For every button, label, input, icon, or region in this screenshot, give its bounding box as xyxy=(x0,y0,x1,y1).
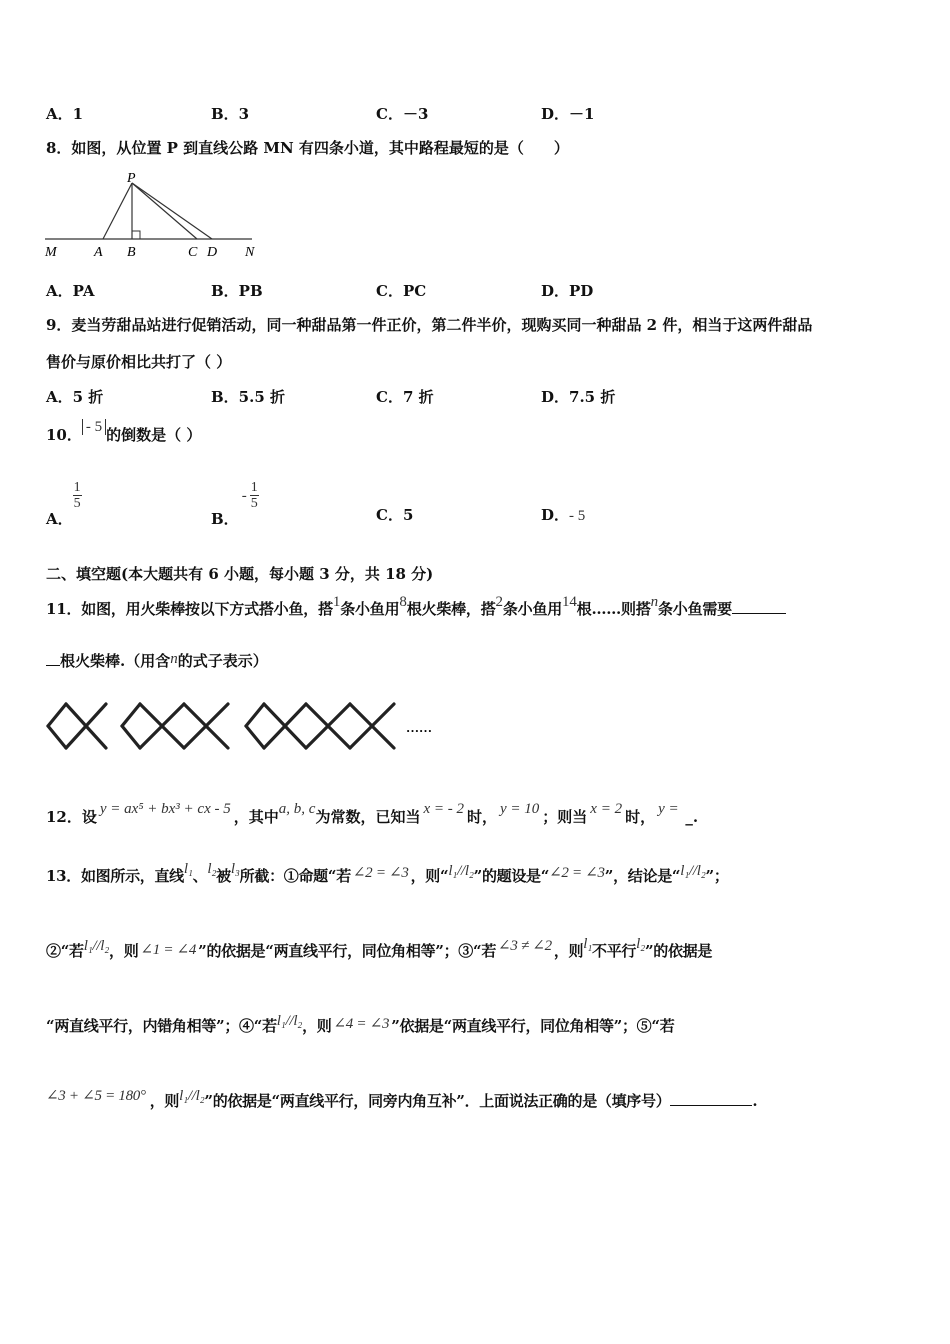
q13-text: ”的题设是“ xyxy=(473,867,550,885)
q12-formula: y = ax⁵ + bx³ + cx - 5 xyxy=(99,801,231,817)
q11-answer-blank-cont[interactable] xyxy=(46,665,60,666)
q13-text: 、 xyxy=(192,867,208,885)
q13-line2 xyxy=(46,936,713,961)
q12-answer-blank[interactable]: _. xyxy=(685,808,699,826)
q10-option-b-fraction xyxy=(250,480,259,511)
q13-text: ”； xyxy=(705,867,729,885)
q7-option-b: B．3 xyxy=(211,105,250,123)
q11-text: 根火柴棒，搭 xyxy=(406,600,496,618)
q13-math: ∠2 = ∠3 xyxy=(549,865,605,881)
q13-math: l₃ xyxy=(230,861,240,877)
q13-math: l₂ xyxy=(207,861,217,877)
q10-stem-text: 的倒数是（ ） xyxy=(106,426,202,444)
q11-text: 根……则搭 xyxy=(576,600,651,618)
q13-math: l₁//l₂ xyxy=(179,1088,205,1104)
q10-option-a xyxy=(46,480,82,528)
q12-text: 时， xyxy=(466,808,497,826)
q8-stem: 8．如图，从位置 P 到直线公路 MN 有四条小道，其中路程最短的是（ ） xyxy=(46,139,569,157)
q12-answer-var: y = xyxy=(658,801,683,817)
q13-math: ∠2 = ∠3 xyxy=(352,865,409,881)
q13-math: l₁//l₂ xyxy=(83,938,110,954)
q11-line1 xyxy=(46,594,786,619)
q8-option-c: C．PC xyxy=(376,282,427,300)
q10-option-d xyxy=(541,504,585,525)
q7-option-d: D．－1 xyxy=(541,105,595,123)
q10-option-c: C．5 xyxy=(376,506,414,524)
q12-condition: x = - 2 xyxy=(423,801,464,817)
q10-option-d-value: - 5 xyxy=(569,508,586,524)
q7-option-c: C．－3 xyxy=(376,105,429,123)
q13-text: ”的依据是“两直线平行，同位角相等”；③“若 xyxy=(198,942,497,960)
q13-text: 被 xyxy=(216,867,231,885)
q10-option-b xyxy=(211,480,259,528)
q13-text: . xyxy=(752,1092,758,1110)
q13-math: ∠4 = ∠3 xyxy=(333,1016,390,1032)
q13-math: l₁ xyxy=(583,936,593,952)
q9-stem-line1: 9．麦当劳甜品站进行促销活动，同一种甜品第一件正价，第二件半价，现购买同一种甜品 2 件，相当于这两件甜品 xyxy=(46,316,813,334)
q8-road-figure xyxy=(40,168,270,264)
q10-number: 10． xyxy=(46,426,82,444)
q11-text: 条小鱼用 xyxy=(340,600,400,618)
q13-text: ②“若 xyxy=(46,942,84,960)
q13-text: ，则 xyxy=(553,942,584,960)
label-b: B xyxy=(127,245,136,260)
q13-text: ”的依据是“两直线平行，同旁内角互补”．上面说法正确的是（填序号） xyxy=(204,1092,671,1110)
q11-value: 1 xyxy=(332,594,341,610)
q11-answer-blank[interactable] xyxy=(732,613,786,614)
q11-text: 11．如图，用火柴棒按以下方式搭小鱼，搭 xyxy=(46,600,333,618)
label-c: C xyxy=(188,245,198,260)
q11-value: 2 xyxy=(495,594,503,610)
q11-text: 条小鱼需要 xyxy=(657,600,732,618)
q13-math: l₁//l₂ xyxy=(276,1013,303,1029)
q12-text: 为常数，已知当 xyxy=(315,808,421,826)
q11-text: 根火柴棒.（用含 xyxy=(60,652,171,670)
q10-option-b-sign: - xyxy=(241,487,247,504)
q13-text: “两直线平行，内错角相等”；④“若 xyxy=(46,1017,277,1035)
q8-option-a: A．PA xyxy=(46,282,95,300)
fraction-numerator: 1 xyxy=(73,480,81,495)
fish-icon xyxy=(48,704,106,748)
fraction-denominator: 5 xyxy=(73,496,81,511)
q9-option-a: A．5 折 xyxy=(46,388,104,406)
q13-math: ∠1 = ∠4 xyxy=(140,942,197,958)
q10-option-b-label: B． xyxy=(211,509,239,528)
fraction-numerator: 1 xyxy=(250,480,258,495)
q11-variable: n xyxy=(650,594,658,610)
q13-text: 不平行 xyxy=(592,942,637,960)
q10-option-a-fraction xyxy=(73,480,82,511)
label-m: M xyxy=(45,245,57,260)
q13-math: ∠3 ≠ ∠2 xyxy=(498,938,552,954)
q13-text: ”的依据是 xyxy=(644,942,713,960)
q13-text: ，则 xyxy=(109,942,139,960)
label-a: A xyxy=(94,245,103,260)
q13-text: ，则 xyxy=(302,1017,332,1035)
q11-text: 条小鱼用 xyxy=(502,600,563,618)
q13-line4 xyxy=(46,1090,757,1111)
q9-option-c: C．7 折 xyxy=(376,388,434,406)
label-p: P xyxy=(127,171,136,186)
q13-answer-blank[interactable] xyxy=(670,1105,752,1106)
q7-option-a: A．1 xyxy=(46,105,84,123)
q13-math: l₁//l₂ xyxy=(448,863,474,879)
label-n: N xyxy=(245,245,255,260)
q13-math: l₂ xyxy=(636,936,645,952)
q13-text: ，则 xyxy=(149,1092,180,1110)
fish-icon xyxy=(246,704,394,748)
q13-text: ，则“ xyxy=(410,867,449,885)
q12-text: ，其中 xyxy=(233,808,279,826)
q13-text: ”，结论是“ xyxy=(604,867,681,885)
q12-line xyxy=(46,801,699,827)
q13-line1 xyxy=(46,861,729,886)
q8-option-d: D．PD xyxy=(541,282,594,300)
q13-text: 13．如图所示，直线 xyxy=(46,867,184,885)
q13-math: ∠3 + ∠5 = 180° xyxy=(46,1088,146,1104)
q13-line3 xyxy=(46,1015,674,1036)
q10-abs-value: - 5 xyxy=(82,419,106,435)
q12-condition: y = 10 xyxy=(500,801,540,817)
q13-math: l₁ xyxy=(183,861,193,877)
q12-text: ；则当 xyxy=(542,808,588,826)
section-2-heading: 二、填空题(本大题共有 6 小题，每小题 3 分，共 18 分) xyxy=(46,565,434,583)
q10-stem xyxy=(46,419,202,445)
q10-option-a-label: A． xyxy=(46,509,73,528)
q11-variable: n xyxy=(170,651,178,667)
q12-text: 时， xyxy=(625,808,656,826)
q11-value: 8 xyxy=(399,594,407,610)
q11-fish-figure xyxy=(44,696,454,760)
q13-math: l₁//l₂ xyxy=(680,863,706,879)
fraction-denominator: 5 xyxy=(250,496,258,511)
q9-option-b: B．5.5 折 xyxy=(211,388,285,406)
q11-text: 的式子表示） xyxy=(177,652,268,670)
q8-option-b: B．PB xyxy=(211,282,263,300)
fish-icon xyxy=(122,704,228,748)
q10-option-d-label: D． xyxy=(541,506,570,524)
q13-text: ”依据是“两直线平行，同位角相等”；⑤“若 xyxy=(391,1017,675,1035)
q9-option-d: D．7.5 折 xyxy=(541,388,616,406)
q12-condition: x = 2 xyxy=(590,801,623,817)
label-d: D xyxy=(207,245,218,260)
q9-stem-line2: 售价与原价相比共打了（ ） xyxy=(46,353,232,371)
q11-ellipsis: …… xyxy=(406,720,432,735)
q12-text: 12．设 xyxy=(46,808,97,826)
q11-line2 xyxy=(46,650,268,671)
q11-value: 14 xyxy=(562,594,577,610)
q12-constants: a, b, c xyxy=(278,801,316,817)
q13-text: 所截：①命题“若 xyxy=(239,867,351,885)
